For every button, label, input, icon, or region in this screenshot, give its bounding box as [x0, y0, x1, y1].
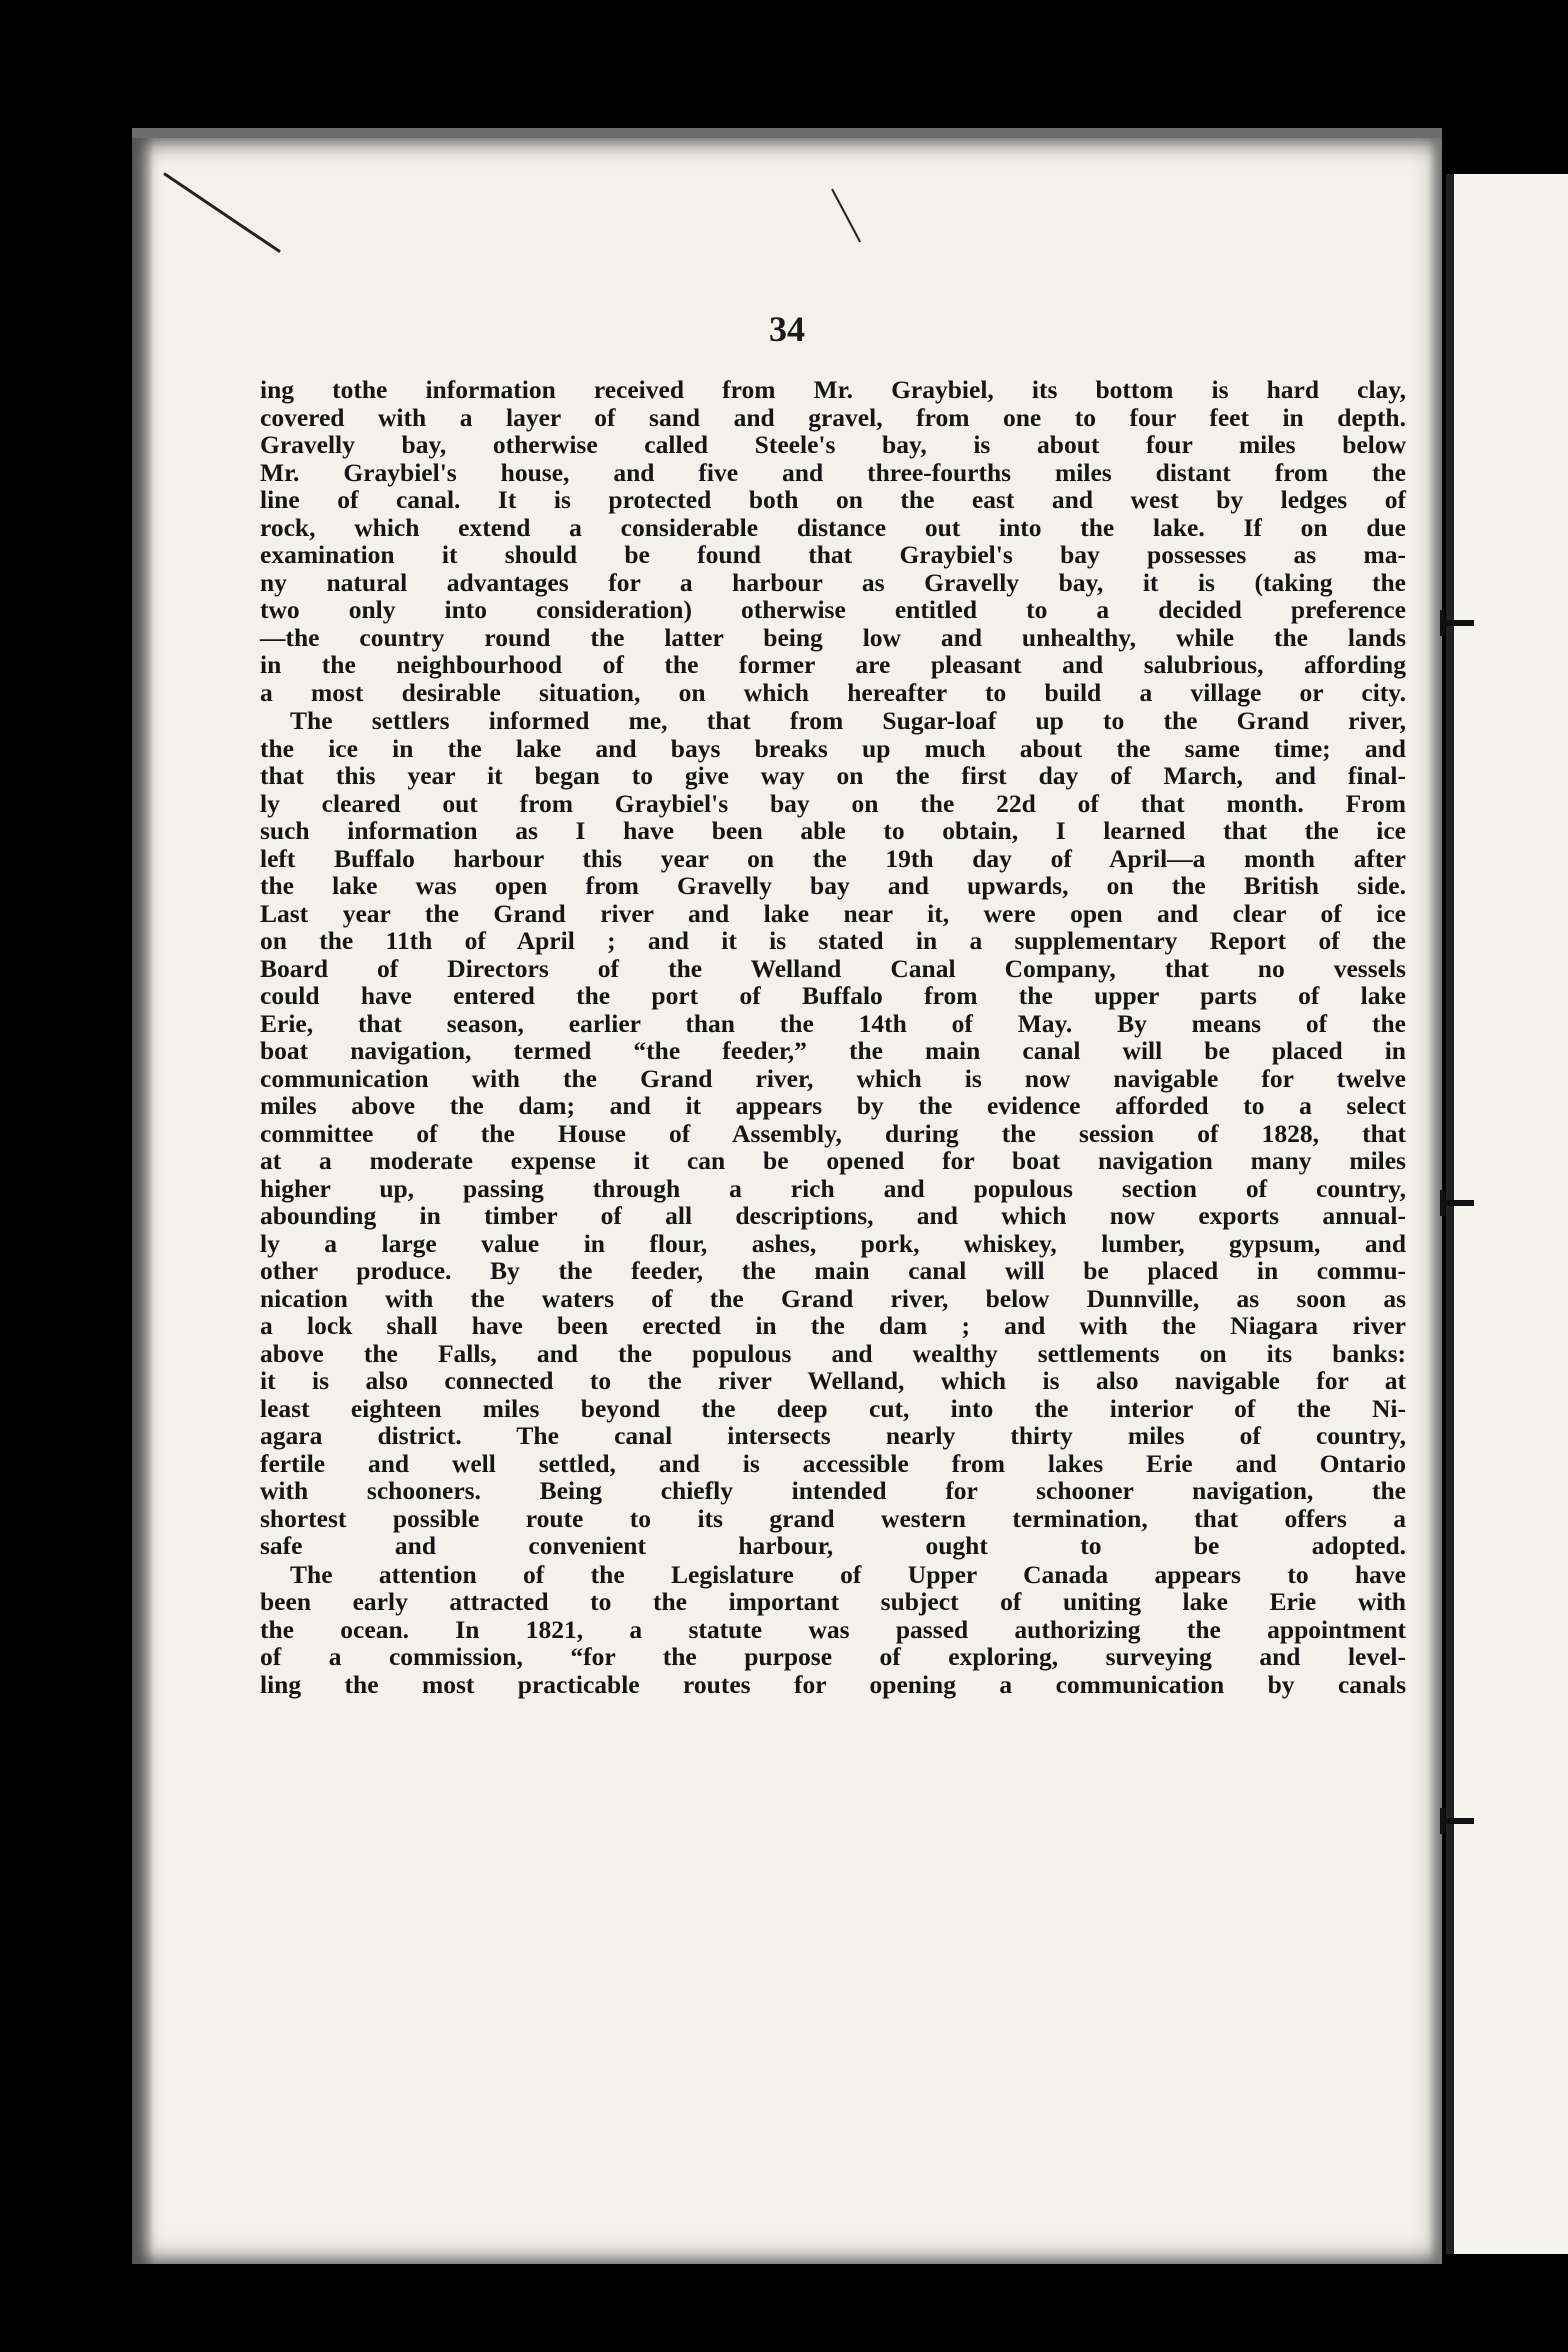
adjacent-page-edge	[1446, 174, 1568, 2254]
page-fold-shadow	[1446, 174, 1454, 2254]
paragraph: The attention of the Legislature of Upper Canada appears to have been early attracted to the important subject of uniting lake Erie with the ocean. In 1821, a statute was passed authorizing the appointment of a commission, “for the purpose of exploring, surveying and level- ling the most practicable routes for opening a communication by canals	[260, 1559, 1406, 1699]
gutter-shadow	[132, 138, 154, 2264]
margin-tab-mark	[1440, 1200, 1474, 1206]
margin-tab-mark	[1440, 1818, 1474, 1824]
paragraph: ing tothe information received from Mr. Graybiel, its bottom is hard clay, covered with a layer of sand and gravel, from one to four feet in depth. Gravelly bay, otherwise called Steele's bay, is about four miles below Mr. Graybiel's house, and five and three-fourths miles distant from the line of canal. It is protected both on the east and west by ledges of rock, which extend a considerable distance out into the lake. If on due examination it should be found that Graybiel's bay possesses as ma- ny natural advantages for a harbour as Gravelly bay, it is (taking the two only into consideration) otherwise entitled to a decided preference —the country round the latter being low and unhealthy, while the lands in the neighbourhood of the former are pleasant and salubrious, affording a most desirable situation, on which hereafter to build a village or city.	[260, 375, 1406, 707]
page-number: 34	[769, 309, 805, 349]
body-text	[260, 376, 1406, 1699]
book-page	[132, 128, 1442, 2264]
scan-scratch-mark	[163, 172, 281, 253]
paragraph: The settlers informed me, that from Sugar-loaf up to the Grand river, the ice in the lake and bays breaks up much about the same time; and that this year it began to give way on the first day of March, and final- ly cleared out from Graybiel's bay on the 22d of that month. From such information as I have been able to obtain, I learned that the ice left Buffalo harbour this year on the 19th day of April—a month after the lake was open from Gravelly bay and upwards, on the British side. Last year the Grand river and lake near it, were open and clear of ice on the 11th of April ; and it is stated in a supplementary Report of the Board of Directors of the Welland Canal Company, that no vessels could have entered the port of Buffalo from the upper parts of lake Erie, that season, earlier than the 14th of May. By means of the boat navigation, termed “the feeder,” the main canal will be placed in communication with the Grand river, which is now navigable for twelve miles above the dam; and it appears by the evidence afforded to a select committee of the House of Assembly, during the session of 1828, that at a moderate expense it can be opened for boat navigation many miles higher up, passing through a rich and populous section of country, abounding in timber of all descriptions, and which now exports annual- ly a large value in flour, ashes, pork, whiskey, lumber, gypsum, and other produce. By the feeder, the main canal will be placed in commu- nication with the waters of the Grand river, below Dunnville, as soon as a lock shall have been erected in the dam ; and with the Niagara river above the Falls, and the populous and wealthy settlements on its banks: it is also connected to the river Welland, which is also navigable for at least eighteen miles beyond the deep cut, into the interior of the Ni- agara district. The canal intersects nearly thirty miles of country, fertile and well settled, and is accessible from lakes Erie and Ontario with schooners. Being chiefly intended for schooner navigation, the shortest possible route to its grand western termination, that offers a safe and convenient harbour, ought to be adopted.	[260, 706, 1406, 1560]
margin-tab-mark	[1440, 620, 1474, 626]
scan-scratch-mark	[831, 189, 861, 243]
